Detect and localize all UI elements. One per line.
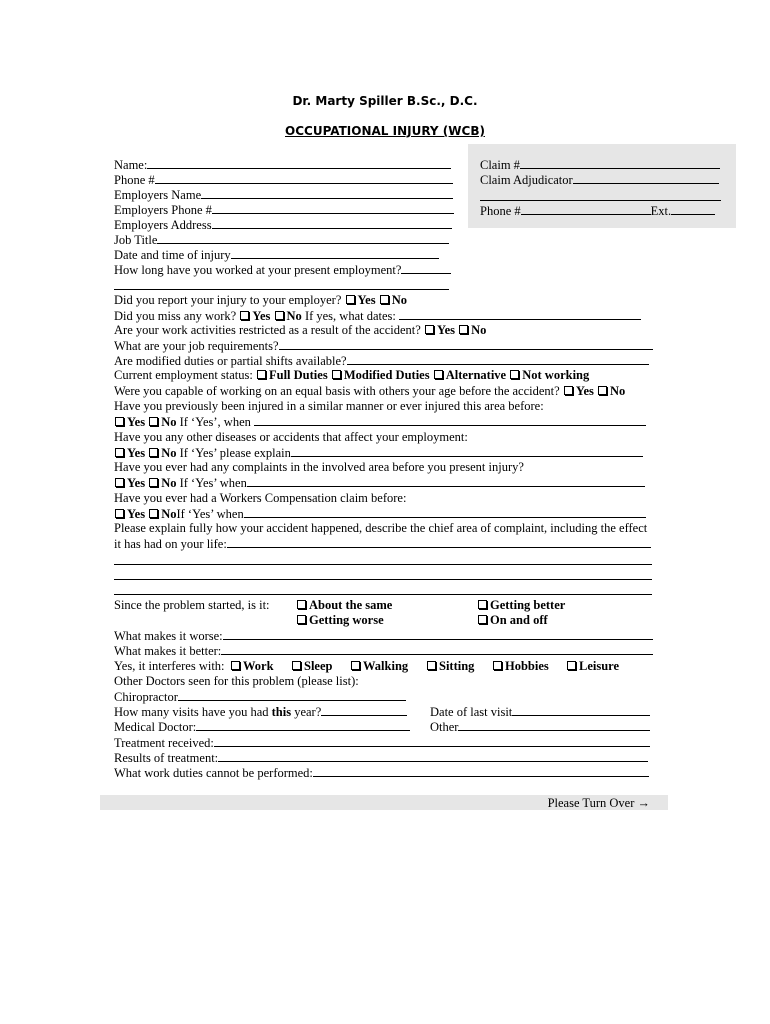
getting-worse-option [296, 613, 384, 628]
capable-line [114, 384, 625, 399]
name-line [114, 157, 451, 173]
employers-phone-field[interactable] [212, 202, 454, 214]
wcb-before-answer [114, 506, 646, 522]
on-off-option [477, 613, 548, 628]
miss-work-line [114, 308, 641, 324]
hobbies-option [492, 659, 549, 674]
modified-available-line [114, 353, 649, 369]
no-label: No [391, 293, 407, 307]
miss-work-label: Did you miss any work? [114, 309, 237, 323]
getting-worse-checkbox[interactable] [297, 615, 306, 624]
prev-yes-checkbox[interactable] [115, 417, 124, 426]
wcb-before-line [114, 491, 406, 506]
employment-status-line [114, 368, 589, 383]
work-duties-field[interactable] [313, 765, 649, 777]
visits-line [114, 704, 407, 720]
diseases-explain-label: If ‘Yes’ please explain [179, 446, 291, 460]
adj-phone-field[interactable] [521, 203, 651, 215]
capable-no-checkbox[interactable] [598, 386, 607, 395]
yes-label: Yes [575, 384, 594, 398]
no-label: No [161, 415, 177, 429]
prev-when-field[interactable] [254, 414, 646, 426]
yes-label: Yes [252, 309, 271, 323]
diseases-no-checkbox[interactable] [149, 448, 158, 457]
name-label: Name: [114, 158, 148, 172]
adjudicator-line [480, 172, 719, 188]
work-checkbox[interactable] [231, 661, 240, 670]
if-yes-dates-label: If yes, what dates: [304, 309, 396, 323]
alternative-label: Alternative [445, 368, 507, 382]
capable-label: Were you capable of working on an equal basis with others your age before the accident? [114, 384, 560, 398]
diseases-explain-field[interactable] [291, 445, 643, 457]
no-label: No [161, 507, 177, 521]
report-yes-checkbox[interactable] [346, 295, 355, 304]
explain-label-1: Please explain fully how your accident happened, describe the chief area of complaint, including the effect [114, 521, 648, 535]
leisure-label: Leisure [579, 659, 620, 673]
not-working-label: Not working [522, 368, 590, 382]
no-label: No [286, 309, 302, 323]
chiropractor-field[interactable] [178, 689, 406, 701]
complaints-when-label: If ‘Yes’ when [179, 476, 247, 490]
modified-available-label: Are modified duties or partial shifts available? [114, 354, 347, 368]
previously-injured-answer [114, 414, 646, 430]
job-title-field[interactable] [157, 232, 449, 244]
on-off-checkbox[interactable] [478, 615, 487, 624]
visits-label-pre: How many visits have you had [114, 705, 272, 719]
employment-status-label: Current employment status: [114, 368, 253, 382]
explain-line-2 [114, 536, 651, 552]
employers-phone-label: Employers Phone # [114, 203, 212, 217]
sitting-checkbox[interactable] [427, 661, 436, 670]
ext-label: Ext. [650, 204, 672, 218]
explain-line-1 [114, 521, 647, 536]
sleep-option [291, 659, 332, 674]
adjudicator-extra-line[interactable] [480, 199, 721, 201]
ext-field[interactable] [671, 203, 715, 215]
chiropractor-label: Chiropractor [114, 690, 178, 704]
employers-address-field[interactable] [212, 217, 452, 229]
since-started-label: Since the problem started, is it: [114, 598, 270, 612]
capable-yes-checkbox[interactable] [564, 386, 573, 395]
medical-doctor-label: Medical Doctor: [114, 720, 197, 734]
getting-better-option [477, 598, 565, 613]
explain-label-2: it has had on your life: [114, 537, 227, 551]
complaints-no-checkbox[interactable] [149, 478, 158, 487]
form-title: OCCUPATIONAL INJURY (WCB) [285, 124, 485, 138]
job-requirements-label: What are your job requirements? [114, 339, 279, 353]
adj-phone-line [480, 203, 715, 219]
injury-date-field[interactable] [231, 247, 439, 259]
leisure-checkbox[interactable] [567, 661, 576, 670]
adj-phone-label: Phone # [480, 204, 521, 218]
job-title-line [114, 232, 449, 248]
complaints-yes-checkbox[interactable] [115, 478, 124, 487]
walking-label: Walking [363, 659, 409, 673]
other-diseases-label: Have you any other diseases or accidents that affect your employment: [114, 430, 468, 444]
wcb-before-label: Have you ever had a Workers Compensation claim before: [114, 491, 407, 505]
medical-doctor-field[interactable] [196, 719, 410, 731]
last-visit-label: Date of last visit [430, 705, 513, 719]
claim-line [480, 157, 720, 173]
restricted-line [114, 323, 486, 338]
visits-field[interactable] [321, 704, 407, 716]
other-line [430, 719, 650, 735]
yes-label: Yes [127, 415, 146, 429]
alternative-checkbox[interactable] [434, 370, 443, 379]
other-field[interactable] [458, 719, 650, 731]
about-same-checkbox[interactable] [297, 600, 306, 609]
no-label: No [471, 323, 487, 337]
prev-no-checkbox[interactable] [149, 417, 158, 426]
claim-field[interactable] [520, 157, 720, 169]
sleep-label: Sleep [304, 659, 333, 673]
wcb-yes-checkbox[interactable] [115, 509, 124, 518]
makes-better-field[interactable] [221, 643, 653, 655]
about-same-label: About the same [309, 598, 393, 612]
about-same-option [296, 598, 392, 613]
walking-option [350, 659, 408, 674]
explain-field-4[interactable] [114, 593, 652, 595]
visits-label-post: year? [291, 705, 322, 719]
last-visit-line [430, 704, 650, 720]
miss-no-checkbox[interactable] [275, 311, 284, 320]
name-field[interactable] [147, 157, 451, 169]
complaints-before-line [114, 460, 524, 475]
how-long-field[interactable] [401, 262, 451, 274]
modified-available-field[interactable] [347, 353, 649, 365]
adjudicator-label: Claim Adjudicator [480, 173, 573, 187]
hobbies-checkbox[interactable] [493, 661, 502, 670]
work-label: Work [243, 659, 274, 673]
job-requirements-field[interactable] [279, 338, 653, 350]
makes-worse-label: What makes it worse: [114, 629, 223, 643]
phone-label: Phone # [114, 173, 155, 187]
medical-doctor-line [114, 719, 410, 735]
makes-worse-line [114, 628, 653, 644]
other-label: Other [430, 720, 459, 734]
miss-dates-field[interactable] [399, 308, 641, 320]
interferes-label: Yes, it interferes with: [114, 659, 225, 673]
other-diseases-line [114, 430, 468, 445]
please-turn-over: Please Turn Over → [547, 796, 650, 810]
report-injury-label: Did you report your injury to your employer? [114, 293, 342, 307]
previously-injured-label: Have you previously been injured in a similar manner or ever injured this area before: [114, 399, 544, 413]
footer-bar [100, 795, 668, 810]
makes-worse-field[interactable] [223, 628, 653, 640]
explain-field-3[interactable] [114, 578, 652, 580]
explain-field-2[interactable] [114, 563, 652, 565]
how-long-extra-line[interactable] [114, 288, 449, 290]
previously-injured-line [114, 399, 544, 414]
injury-date-line [114, 247, 439, 263]
results-label: Results of treatment: [114, 751, 219, 765]
yes-label: Yes [127, 446, 146, 460]
other-doctors-label: Other Doctors seen for this problem (please list): [114, 674, 359, 688]
yes-label: Yes [127, 476, 146, 490]
sleep-checkbox[interactable] [292, 661, 301, 670]
full-duties-label: Full Duties [269, 368, 328, 382]
restricted-no-checkbox[interactable] [459, 325, 468, 334]
wcb-when-label: If ‘Yes’ when [176, 507, 244, 521]
work-duties-label: What work duties cannot be performed: [114, 766, 313, 780]
full-duties-checkbox[interactable] [257, 370, 266, 379]
walking-checkbox[interactable] [351, 661, 360, 670]
no-label: No [610, 384, 626, 398]
job-requirements-line [114, 338, 653, 354]
treatment-received-field[interactable] [214, 735, 650, 747]
restricted-yes-checkbox[interactable] [425, 325, 434, 334]
employers-name-field[interactable] [201, 187, 453, 199]
results-line [114, 750, 648, 766]
diseases-yes-checkbox[interactable] [115, 448, 124, 457]
on-off-label: On and off [490, 613, 548, 627]
results-field[interactable] [218, 750, 648, 762]
how-long-label: How long have you worked at your present employment? [114, 263, 402, 277]
getting-better-label: Getting better [490, 598, 566, 612]
visits-label-bold: this [271, 705, 292, 719]
employers-address-line [114, 217, 452, 233]
doctor-name: Dr. Marty Spiller B.Sc., D.C. [292, 94, 478, 108]
yes-label: Yes [127, 507, 146, 521]
makes-better-label: What makes it better: [114, 644, 222, 658]
report-no-checkbox[interactable] [380, 295, 389, 304]
complaints-before-answer [114, 475, 645, 491]
how-long-line [114, 262, 451, 278]
other-diseases-answer [114, 445, 643, 461]
restricted-label: Are your work activities restricted as a result of the accident? [114, 323, 421, 337]
hobbies-label: Hobbies [505, 659, 549, 673]
wcb-no-checkbox[interactable] [149, 509, 158, 518]
no-label: No [161, 446, 177, 460]
work-duties-line [114, 765, 649, 781]
miss-yes-checkbox[interactable] [240, 311, 249, 320]
explain-field-1[interactable] [227, 536, 651, 548]
complaints-when-field[interactable] [247, 475, 645, 487]
injury-date-label: Date and time of injury [114, 248, 231, 262]
leisure-option [566, 659, 619, 674]
treatment-received-line [114, 735, 650, 751]
yes-label: Yes [436, 323, 456, 337]
sitting-option [426, 659, 474, 674]
adjudicator-field[interactable] [573, 172, 719, 184]
sitting-label: Sitting [439, 659, 475, 673]
chiropractor-line [114, 689, 406, 705]
getting-worse-label: Getting worse [309, 613, 384, 627]
wcb-when-field[interactable] [244, 506, 646, 518]
treatment-received-label: Treatment received: [114, 736, 214, 750]
employers-name-label: Employers Name [114, 188, 202, 202]
report-injury-line [114, 293, 407, 308]
claim-label: Claim # [480, 158, 520, 172]
complaints-before-label: Have you ever had any complaints in the involved area before you present injury? [114, 460, 524, 474]
phone-field[interactable] [155, 172, 453, 184]
phone-line [114, 172, 453, 188]
employers-name-line [114, 187, 453, 203]
not-working-checkbox[interactable] [510, 370, 519, 379]
job-title-label: Job Title [114, 233, 158, 247]
modified-duties-checkbox[interactable] [332, 370, 341, 379]
modified-duties-label: Modified Duties [343, 368, 430, 382]
no-label: No [161, 476, 177, 490]
work-option [230, 659, 274, 674]
employers-address-label: Employers Address [114, 218, 212, 232]
makes-better-line [114, 643, 653, 659]
prev-when-label: If ‘Yes’, when [179, 415, 251, 429]
getting-better-checkbox[interactable] [478, 600, 487, 609]
yes-label: Yes [357, 293, 376, 307]
last-visit-field[interactable] [512, 704, 650, 716]
employers-phone-line [114, 202, 454, 218]
